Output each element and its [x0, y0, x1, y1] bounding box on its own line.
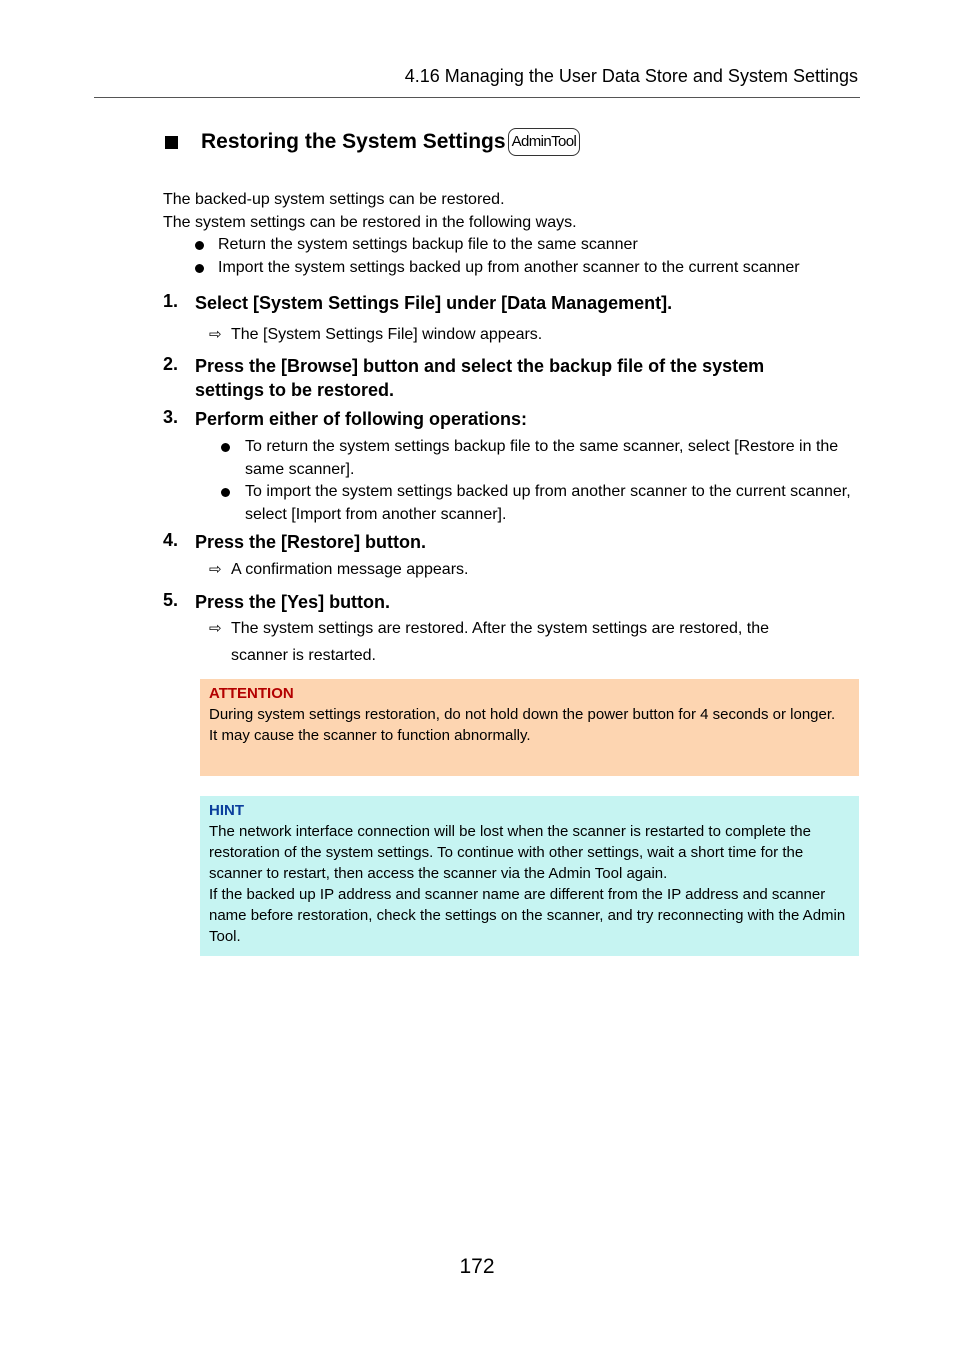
- result-arrow-icon: ⇨: [209, 326, 222, 343]
- result-text: The [System Settings File] window appears.: [231, 326, 543, 343]
- step-title: Perform either of following operations:: [195, 409, 528, 429]
- result-text: The system settings are restored. After the system settings are restored, the: [231, 620, 770, 637]
- list-item-text: To return the system settings backup file to the same scanner, select [Restore in the same scanner].: [245, 438, 839, 478]
- bullet-icon: [221, 443, 230, 452]
- step-title: Select [System Settings File] under [Data Management].: [195, 293, 673, 313]
- list-item-text: Import the system settings backed up from another scanner to the current scanner: [218, 258, 800, 276]
- running-header: 4.16 Managing the User Data Store and System Settings: [404, 66, 858, 86]
- admin-tool-badge: AdminTool: [508, 128, 581, 156]
- attention-text: It may cause the scanner to function abnormally.: [209, 727, 531, 744]
- attention-label: ATTENTION: [209, 685, 294, 702]
- header-divider: [94, 97, 860, 98]
- intro: [163, 189, 863, 279]
- step-result: [209, 615, 849, 669]
- page-number: 172: [459, 1255, 495, 1278]
- step-result: [209, 321, 849, 348]
- result-text: scanner is restarted.: [231, 647, 376, 664]
- bullet-icon: [195, 241, 204, 250]
- step-number: 4.: [163, 530, 179, 550]
- step-title: Press the [Yes] button.: [195, 592, 391, 612]
- result-arrow-icon: ⇨: [209, 561, 222, 578]
- list-item-text: To import the system settings backed up from another scanner to the current scanner, select [Import from another scanner].: [245, 483, 851, 523]
- intro-line: The system settings can be restored in the following ways.: [163, 213, 577, 231]
- step-bullet-list: [217, 436, 857, 526]
- list-item: [217, 436, 857, 481]
- step-result: [209, 556, 849, 583]
- list-item: [217, 481, 857, 526]
- section-heading: [163, 128, 580, 156]
- hint-text: If the backed up IP address and scanner name are different from the IP address and scanner name before restoration, check the settings on the scanner, and try reconnecting with the Admin Tool.: [209, 886, 846, 945]
- result-arrow-icon: ⇨: [209, 620, 222, 637]
- bullet-icon: [221, 488, 230, 497]
- step-number: 3.: [163, 407, 179, 427]
- list-item-text: Return the system settings backup file to the same scanner: [218, 236, 638, 253]
- bullet-icon: [195, 264, 204, 273]
- step-number: 2.: [163, 354, 179, 374]
- step-number: 5.: [163, 590, 179, 610]
- intro-bullet-list: [163, 234, 863, 279]
- attention-box: [200, 679, 859, 776]
- section-title: Restoring the System Settings: [201, 130, 506, 153]
- hint-box: [200, 796, 859, 956]
- list-item: [163, 257, 863, 280]
- step-title: Press the [Restore] button.: [195, 532, 427, 552]
- step-number: 1.: [163, 291, 179, 311]
- result-text: A confirmation message appears.: [231, 561, 469, 578]
- list-item: [163, 234, 863, 257]
- attention-text: During system settings restoration, do not hold down the power button for 4 seconds or longer.: [209, 706, 836, 723]
- hint-text: The network interface connection will be lost when the scanner is restarted to complete the restoration of the system settings. To continue with other settings, wait a short time for the scanner to restart, then access the scanner via the Admin Tool again.: [209, 823, 811, 882]
- black-square-icon: [165, 136, 178, 149]
- step-title: Press the [Browse] button and select the backup file of the system settings to be restored.: [195, 356, 765, 400]
- hint-label: HINT: [209, 802, 244, 819]
- intro-line: The backed-up system settings can be restored.: [163, 191, 505, 208]
